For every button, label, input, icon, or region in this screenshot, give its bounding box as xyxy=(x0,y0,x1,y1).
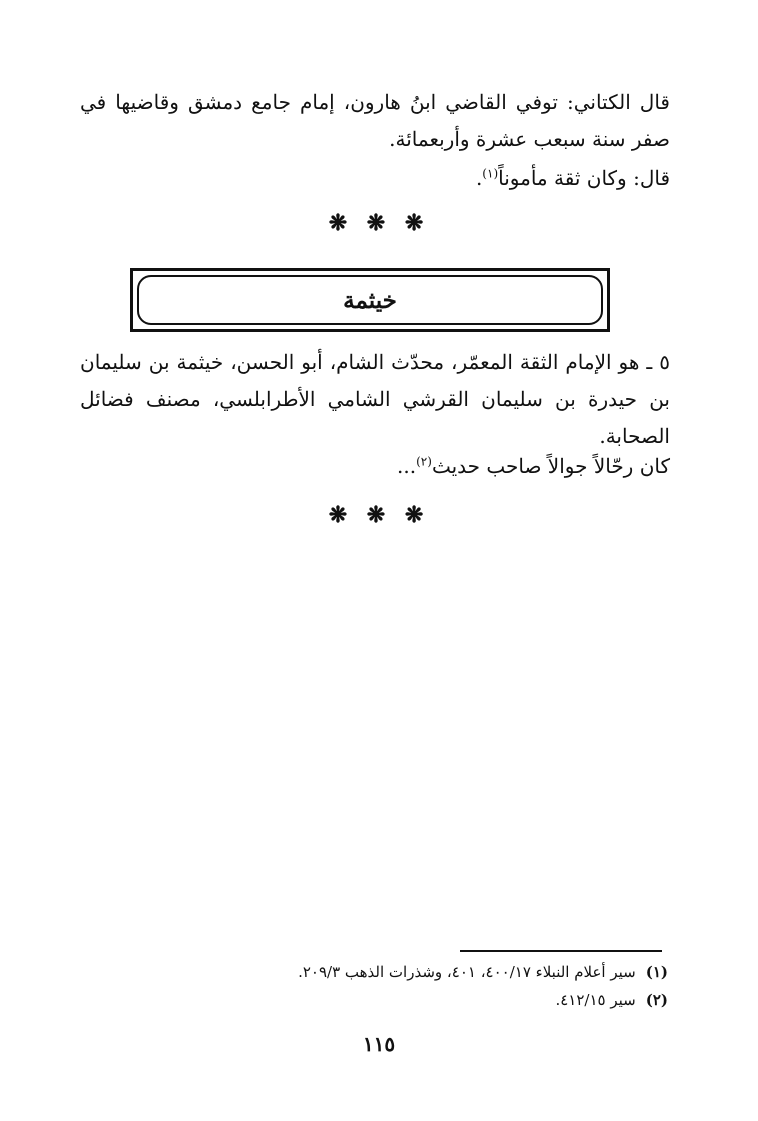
section-separator: ❋ ❋ ❋ xyxy=(328,502,430,528)
section-separator: ❋ ❋ ❋ xyxy=(328,210,430,236)
page-number: ١١٥ xyxy=(362,1032,396,1056)
quote-text: قال: وكان ثقة مأموناً xyxy=(498,166,670,190)
quote-end: . xyxy=(475,166,483,190)
footnote-item xyxy=(108,958,668,986)
footnote-number: (٢) xyxy=(645,991,668,1009)
footnote-text: سير ٤١٢/١٥. xyxy=(555,991,636,1009)
entry-title-box xyxy=(130,268,610,332)
footnote-ref-1[interactable]: (١) xyxy=(482,166,499,181)
quote-text: كان رحّالاً جوالاً صاحب حديث xyxy=(431,454,670,478)
paragraph-text: ٥ ـ هو الإمام الثقة المعمّر، محدّث الشام، أبو الحسن، خيثمة بن سليمان بن حيدرة بن سليمان القرشي الشامي الأطرابلسي، مصنف فضائل الصحابة. xyxy=(80,350,670,448)
footnote-text: سير أعلام النبلاء ٤٠٠/١٧، ٤٠١، وشذرات الذهب ٢٠٩/٣. xyxy=(298,963,636,981)
paragraph-text: قال الكتاني: توفي القاضي ابنُ هارون، إمام جامع دمشق وقاضيها في صفر سنة سبعب عشرة وأربعمائة. xyxy=(80,90,670,151)
paragraph-entry-biography xyxy=(80,344,670,455)
footnote-item xyxy=(108,986,668,1014)
paragraph-entry-quote xyxy=(80,448,670,485)
footnote-ref-2[interactable]: (٢) xyxy=(416,454,432,469)
footnotes xyxy=(108,958,668,1014)
entry-title-frame xyxy=(137,275,603,325)
entry-title: خيثمة xyxy=(343,286,397,314)
footnote-divider xyxy=(460,950,662,952)
paragraph-trust-quote xyxy=(80,160,670,197)
paragraph-death-report xyxy=(80,84,670,158)
footnote-number: (١) xyxy=(645,963,668,981)
quote-end: ... xyxy=(397,454,417,478)
